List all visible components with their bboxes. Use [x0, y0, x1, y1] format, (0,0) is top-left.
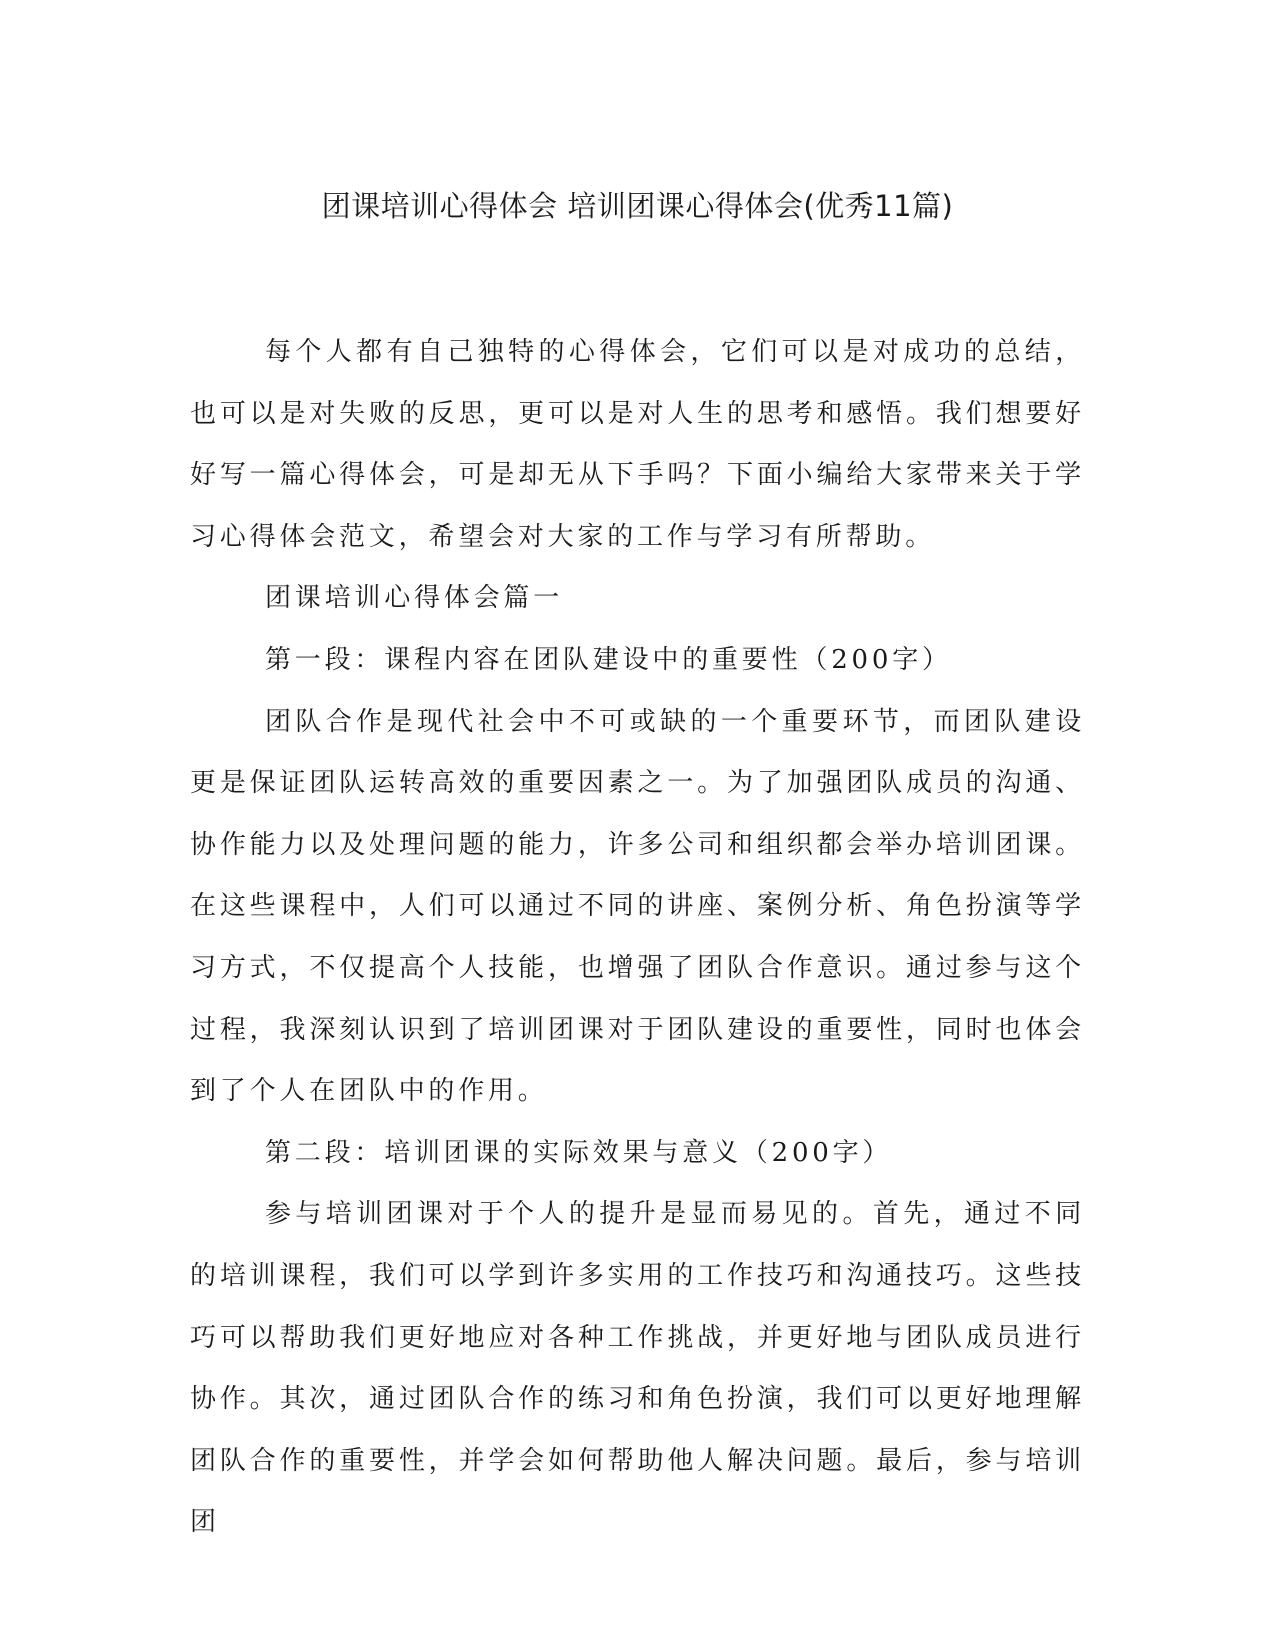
document-title: 团课培训心得体会 培训团课心得体会(优秀11篇): [321, 189, 954, 223]
section-heading: 团课培训心得体会篇一: [265, 583, 564, 614]
intro-paragraph: 每个人都有自己独特的心得体会，它们可以是对成功的总结，也可以是对失败的反思，更可以是对人生的思考和感悟。我们想要好好写一篇心得体会，可是却无从下手吗？下面小编给大家带来关于学习心得体会范文，希望会对大家的工作与学习有所帮助。: [190, 337, 1085, 552]
subsection-heading: 第一段：课程内容在团队建设中的重要性（200字）: [265, 644, 952, 675]
body-paragraph: 参与培训团课对于个人的提升是显而易见的。首先，通过不同的培训课程，我们可以学到许多实用的工作技巧和沟通技巧。这些技巧可以帮助我们更好地应对各种工作挑战，并更好地与团队成员进行协作。其次，通过团队合作的练习和角色扮演，我们可以更好地理解团队合作的重要性，并学会如何帮助他人解决问题。最后，参与培训团: [190, 1199, 1085, 1538]
body-paragraph: 团队合作是现代社会中不可或缺的一个重要环节，而团队建设更是保证团队运转高效的重要因素之一。为了加强团队成员的沟通、协作能力以及处理问题的能力，许多公司和组织都会举办培训团课。在这些课程中，人们可以通过不同的讲座、案例分析、角色扮演等学习方式，不仅提高个人技能，也增强了团队合作意识。通过参与这个过程，我深刻认识到了培训团课对于团队建设的重要性，同时也体会到了个人在团队中的作用。: [190, 706, 1085, 1107]
subsection-heading: 第二段：培训团课的实际效果与意义（200字）: [265, 1137, 893, 1168]
document-body: [190, 322, 1085, 1554]
